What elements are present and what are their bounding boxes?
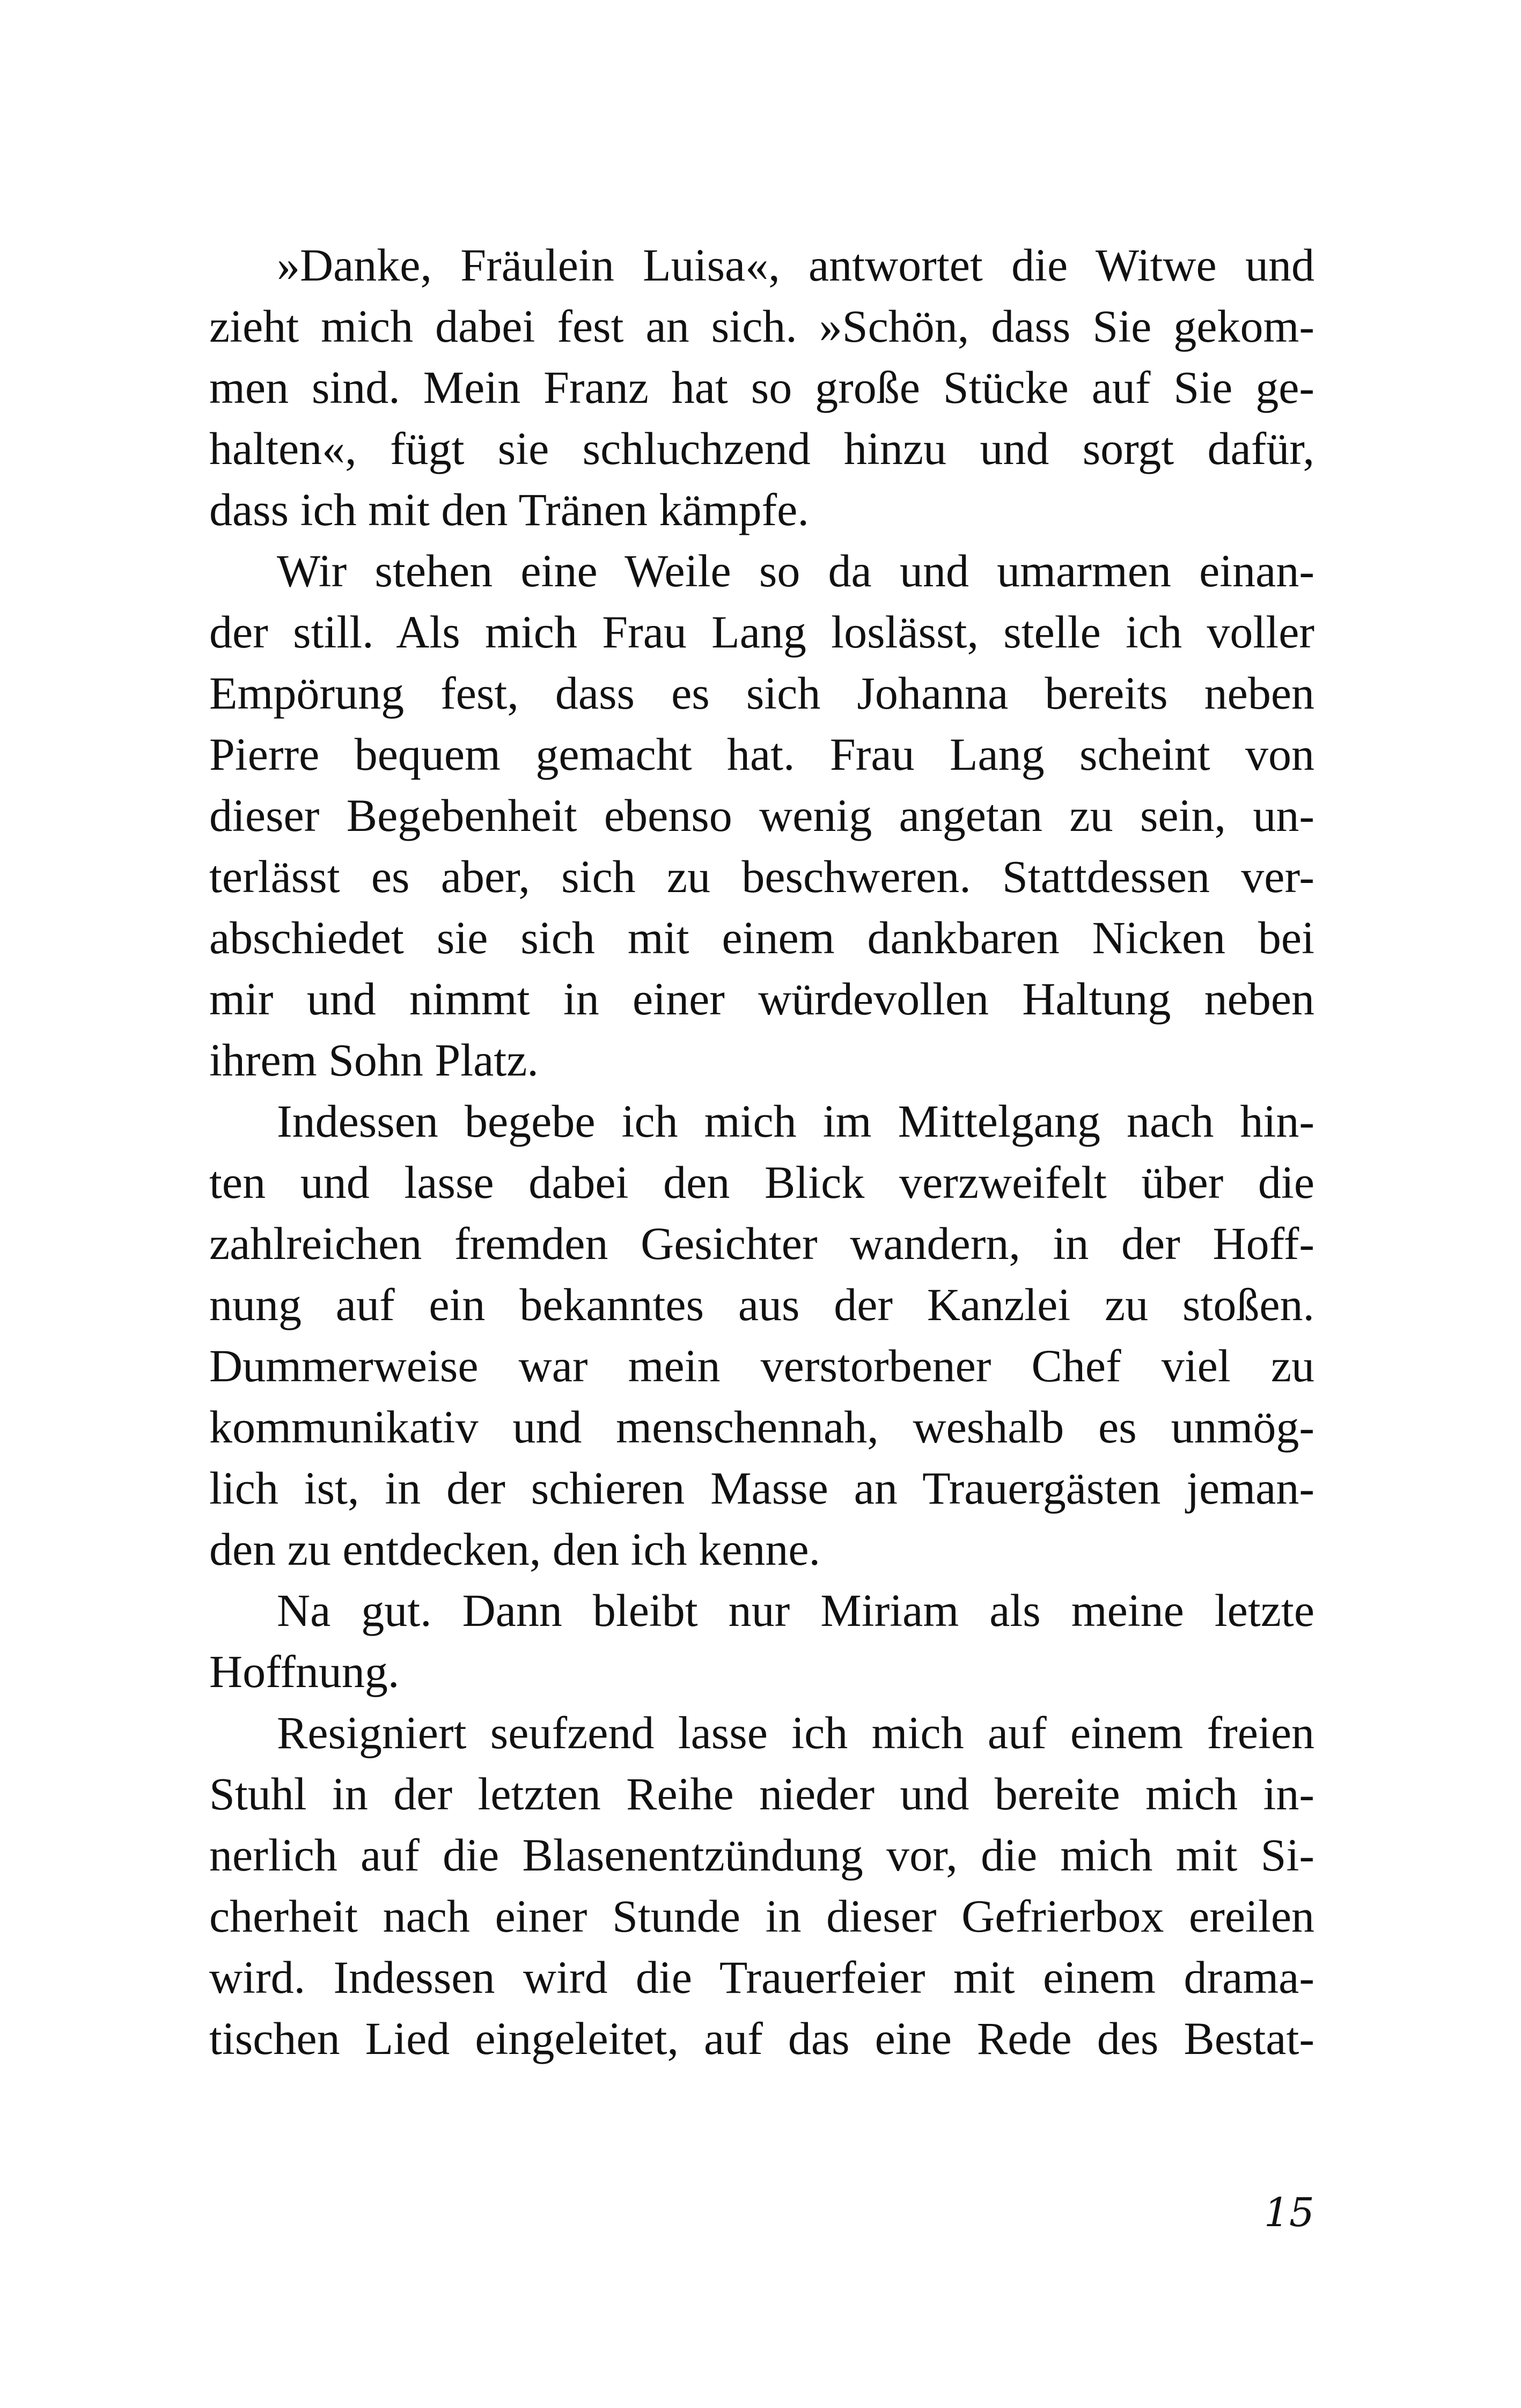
text-line: Wir stehen eine Weile so da und umarmen einan-: [277, 545, 1314, 597]
text-line: Empörung fest, dass es sich Johanna bereits neben: [209, 667, 1314, 719]
text-line: der still. Als mich Frau Lang loslässt, stelle ich voller: [209, 606, 1314, 658]
text-line: dass ich mit den Tränen kämpfe.: [209, 484, 809, 535]
text-line: tischen Lied eingeleitet, auf das eine Rede des Bestat-: [209, 2013, 1314, 2064]
text-line: mir und nimmt in einer würdevollen Haltung neben: [209, 973, 1314, 1025]
text-line: Pierre bequem gemacht hat. Frau Lang scheint von: [209, 728, 1314, 780]
text-line: Dummerweise war mein verstorbener Chef viel zu: [209, 1340, 1314, 1391]
text-line: lich ist, in der schieren Masse an Trauergästen jeman-: [209, 1462, 1314, 1514]
text-line: kommunikativ und menschennah, weshalb es unmög-: [209, 1401, 1314, 1453]
text-line: nerlich auf die Blasenentzündung vor, die mich mit Si-: [209, 1829, 1314, 1881]
text-line: Indessen begebe ich mich im Mittelgang nach hin-: [277, 1095, 1314, 1147]
text-line: dieser Begebenheit ebenso wenig angetan zu sein, un-: [209, 790, 1314, 841]
text-line: zieht mich dabei fest an sich. »Schön, dass Sie gekom-: [209, 300, 1314, 352]
text-line: ihrem Sohn Platz.: [209, 1034, 539, 1086]
text-line: terlässt es aber, sich zu beschweren. Stattdessen ver-: [209, 851, 1314, 902]
text-line: ten und lasse dabei den Blick verzweifelt über die: [209, 1157, 1314, 1208]
text-line: Hoffnung.: [209, 1646, 400, 1697]
text-line: »Danke, Fräulein Luisa«, antwortet die Witwe und: [277, 239, 1314, 291]
page-number: 15: [1263, 2190, 1314, 2236]
text-line: zahlreichen fremden Gesichter wandern, in der Hoff-: [209, 1218, 1314, 1269]
text-line: men sind. Mein Franz hat so große Stücke auf Sie ge-: [209, 362, 1314, 413]
body-text: [209, 234, 1314, 2069]
text-line: den zu entdecken, den ich kenne.: [209, 1523, 820, 1575]
text-line: Stuhl in der letzten Reihe nieder und bereite mich in-: [209, 1768, 1314, 1820]
text-line: Na gut. Dann bleibt nur Miriam als meine letzte: [277, 1585, 1314, 1636]
text-line: Resigniert seufzend lasse ich mich auf einem freien: [277, 1707, 1314, 1758]
text-line: nung auf ein bekanntes aus der Kanzlei zu stoßen.: [209, 1279, 1314, 1330]
text-line: halten«, fügt sie schluchzend hinzu und sorgt dafür,: [209, 423, 1314, 474]
text-line: abschiedet sie sich mit einem dankbaren Nicken bei: [209, 912, 1314, 963]
text-line: wird. Indessen wird die Trauerfeier mit einem drama-: [209, 1952, 1314, 2003]
text-line: cherheit nach einer Stunde in dieser Gefrierbox ereilen: [209, 1890, 1314, 1942]
